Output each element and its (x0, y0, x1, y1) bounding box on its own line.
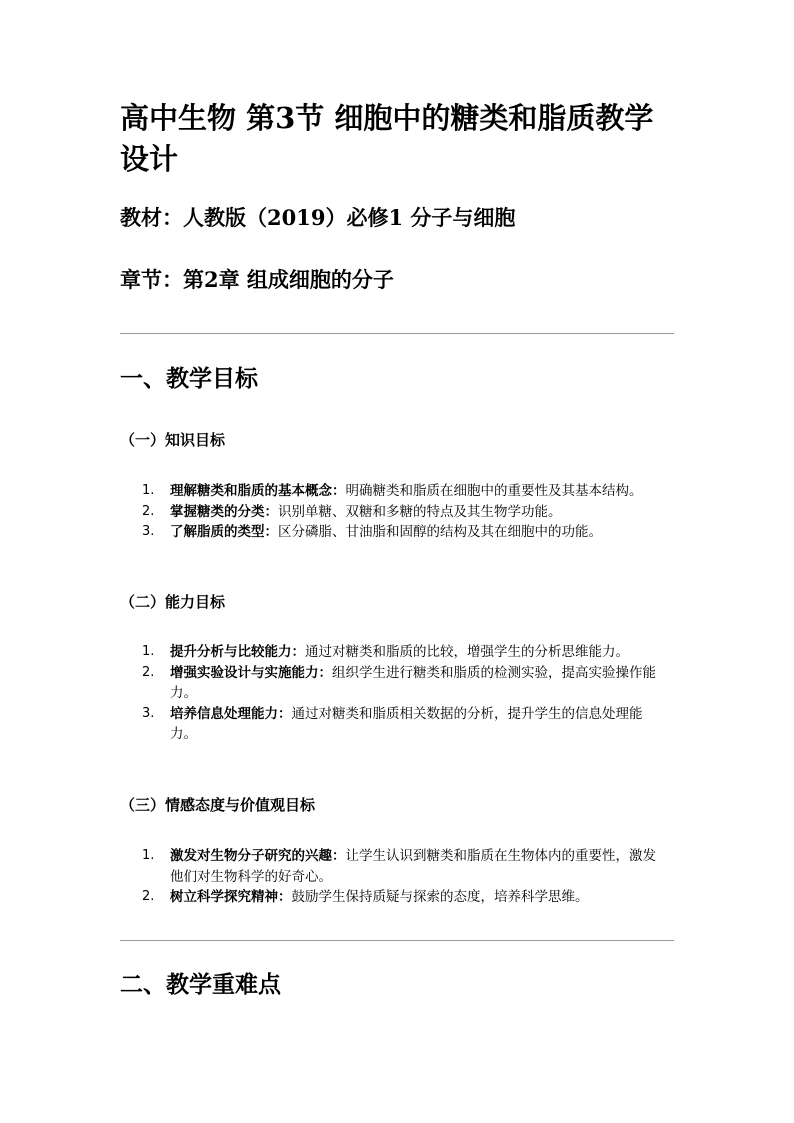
list-number: 3. (142, 705, 155, 721)
item-separator: ： (278, 889, 292, 905)
item-text: 让学生认识到糖类和脂质在生物体内的重要性，激发他们对生物科学的好奇心。 (170, 848, 656, 885)
item-text: 明确糖类和脂质在细胞中的重要性及其基本结构。 (345, 483, 643, 499)
item-text: 通过对糖类和脂质的比较，增强学生的分析思维能力。 (305, 644, 629, 660)
list-number: 2. (142, 503, 155, 519)
item-text: 区分磷脂、甘油脂和固醇的结构及其在细胞中的功能。 (278, 524, 602, 540)
divider (120, 940, 674, 941)
item-lead: 增强实验设计与实施能力 (170, 664, 319, 681)
section-heading-key-difficulties: 二、教学重难点 (120, 971, 281, 998)
list-item (120, 502, 668, 523)
chapter-info: 章节：第2章 组成细胞的分子 (120, 267, 394, 292)
ability-goals-list (120, 642, 690, 745)
item-separator: ： (332, 483, 346, 499)
document-title: 高中生物 第3节 细胞中的糖类和脂质教学设计 (120, 101, 654, 176)
item-separator: ： (264, 524, 278, 540)
item-separator: ： (318, 664, 332, 681)
item-lead: 掌握糖类的分类 (170, 503, 265, 520)
divider (120, 333, 674, 334)
list-number: 3. (142, 524, 155, 539)
list-number: 1. (142, 483, 155, 498)
item-text: 通过对糖类和脂质相关数据的分析，提升学生的信息处理能力。 (170, 705, 643, 742)
item-lead: 理解糖类和脂质的基本概念 (170, 483, 332, 499)
subheading-ability-goals: （二）能力目标 (120, 593, 226, 611)
subheading-knowledge-goals: （一）知识目标 (120, 431, 226, 449)
list-item (120, 887, 668, 908)
item-separator: ： (278, 705, 292, 722)
knowledge-goals-list (120, 481, 690, 543)
item-lead: 提升分析与比较能力 (170, 644, 292, 660)
item-text: 鼓励学生保持质疑与探索的态度，培养科学思维。 (291, 889, 589, 905)
list-item (120, 522, 730, 543)
item-lead: 了解脂质的类型 (170, 524, 265, 540)
item-text: 组织学生进行糖类和脂质的检测实验，提高实验操作能力。 (170, 664, 656, 701)
list-item (120, 663, 668, 704)
list-number: 1. (142, 848, 155, 863)
item-lead: 激发对生物分子研究的兴趣 (170, 848, 332, 864)
list-item (120, 704, 668, 745)
item-lead: 培养信息处理能力 (170, 705, 278, 722)
emotion-goals-list (120, 846, 690, 908)
item-text: 识别单糖、双糖和多糖的特点及其生物学功能。 (278, 503, 562, 520)
section-heading-teaching-goals: 一、教学目标 (120, 365, 258, 392)
item-lead: 树立科学探究精神 (170, 889, 278, 905)
list-item (120, 642, 668, 663)
textbook-info: 教材：人教版（2019）必修1 分子与细胞 (120, 205, 516, 230)
item-separator: ： (291, 644, 305, 660)
item-separator: ： (264, 503, 278, 520)
list-number: 2. (142, 664, 155, 680)
list-number: 2. (142, 889, 155, 904)
list-item (120, 481, 668, 502)
list-item (120, 846, 668, 887)
list-number: 1. (142, 644, 155, 659)
subheading-emotion-goals: （三）情感态度与价值观目标 (120, 796, 316, 814)
item-separator: ： (332, 848, 346, 864)
